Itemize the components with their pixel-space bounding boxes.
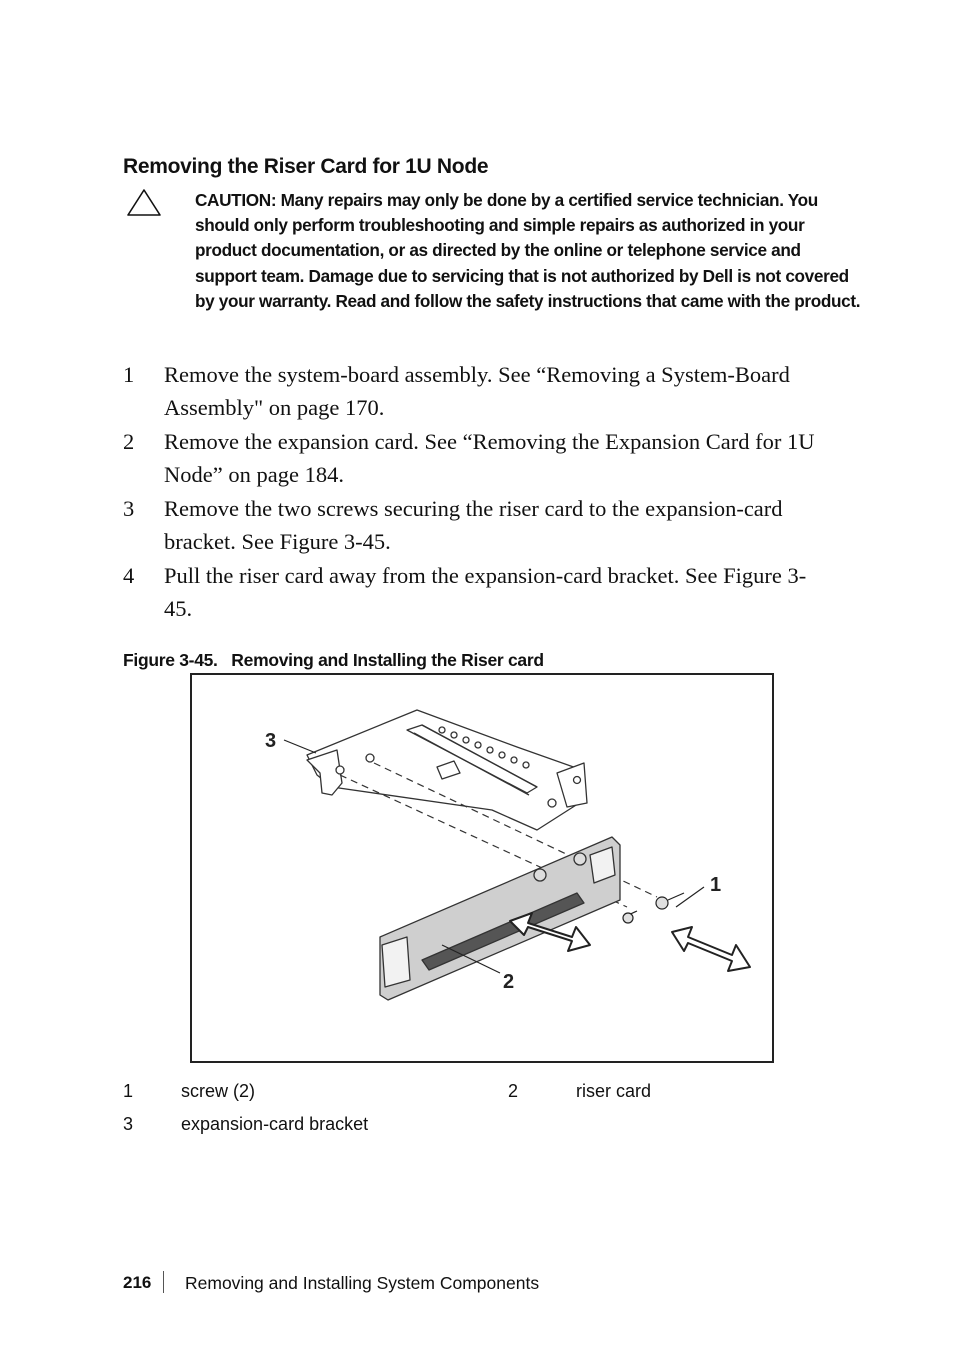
step-number: 2 (123, 429, 135, 454)
screw-icon (623, 893, 684, 923)
riser-card-illustration (192, 675, 772, 1061)
legend-number: 1 (123, 1081, 134, 1101)
legend-number: 2 (508, 1081, 519, 1101)
legend-label: riser card (576, 1081, 652, 1101)
callout-2: 2 (503, 971, 515, 993)
step-text: Remove the two screws securing the riser card to the expansion-card bracket. See Figure 3-45. (164, 496, 783, 554)
caution-triangle-icon (126, 188, 162, 218)
step-item (123, 492, 833, 558)
legend-label: screw (2) (181, 1081, 256, 1101)
footer-section-title: Removing and Installing System Components (185, 1273, 540, 1293)
callout-3: 3 (265, 730, 277, 752)
step-text: Pull the riser card away from the expansion-card bracket. See Figure 3-45. (164, 563, 807, 621)
footer-divider (163, 1271, 164, 1293)
legend-label: expansion-card bracket (181, 1114, 369, 1134)
step-item (123, 559, 833, 625)
legend-number: 3 (123, 1114, 134, 1134)
callout-1: 1 (710, 874, 722, 896)
riser-card-figure (190, 673, 774, 1063)
step-number: 3 (123, 496, 135, 521)
step-text: Remove the system-board assembly. See “Removing a System-Board Assembly" on page 170. (164, 362, 790, 420)
procedure-steps (123, 358, 833, 626)
step-item (123, 425, 833, 491)
page-number: 216 (123, 1273, 152, 1292)
step-item (123, 358, 833, 424)
step-number: 4 (123, 563, 135, 588)
caution-note: CAUTION: Many repairs may only be done by a certified service technician. You should only perform troubleshooting and simple repairs as authorized in your product documentation, or as directed by the online or telephone service and support team. Damage due to servicing that is not authorized by Dell is not covered by your warranty. Read and follow the safety instructions that came with the product. (195, 190, 861, 311)
riser-card (380, 837, 620, 1000)
step-number: 1 (123, 362, 135, 387)
figure-caption: Figure 3-45. Removing and Installing the Riser card (123, 650, 544, 670)
expansion-card-bracket (307, 710, 587, 830)
step-text: Remove the expansion card. See “Removing the Expansion Card for 1U Node” on page 184. (164, 429, 815, 487)
section-heading: Removing the Riser Card for 1U Node (123, 155, 489, 178)
